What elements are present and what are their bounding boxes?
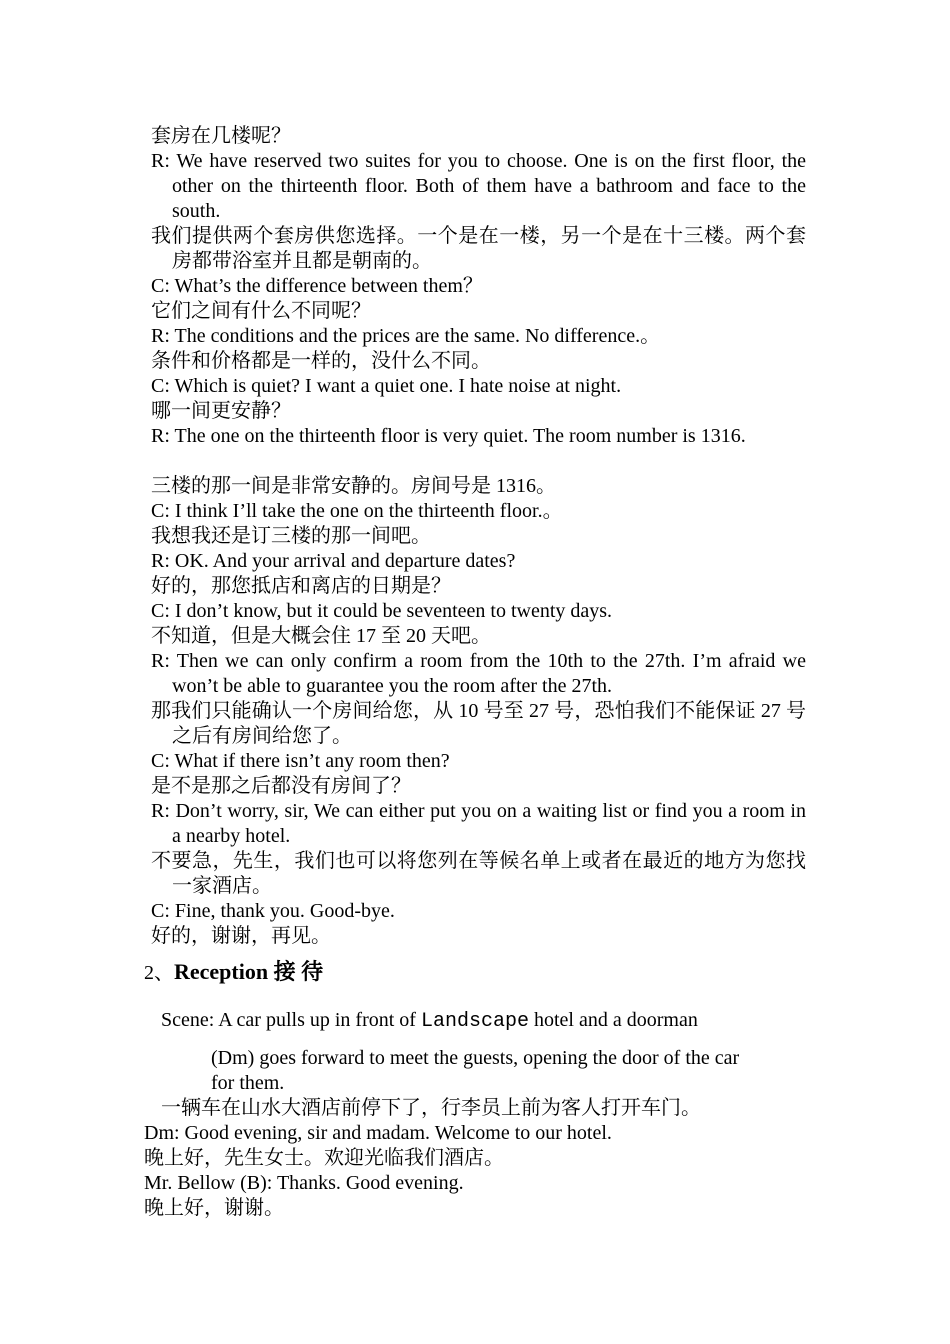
dialogue-paragraph: R: We have reserved two suites for you to choose. One is on the first floor, the other on the thirteenth floor. Both of them have a bathroom and face to the south. <box>151 150 806 222</box>
text-line: 晚上好，谢谢。 <box>144 1197 284 1219</box>
text-line: 晚上好，先生女士。欢迎光临我们酒店。 <box>144 1147 504 1169</box>
translation-paragraph: 我们提供两个套房供您选择。一个是在一楼，另一个是在十三楼。两个套房都带浴室并且都是朝南的。 <box>151 225 806 272</box>
hotel-name: Landscape <box>420 1010 529 1033</box>
text-line: 条件和价格都是一样的，没什么不同。 <box>151 350 491 372</box>
section-number: 2、 <box>144 962 174 984</box>
text-line: R: The conditions and the prices are the same. No difference.。 <box>151 325 661 347</box>
text-line: 哪一间更安静？ <box>151 400 291 422</box>
text-line: Mr. Bellow (B): Thanks. Good evening. <box>144 1172 464 1194</box>
text-line: 一辆车在山水大酒店前停下了，行李员上前为客人打开车门。 <box>161 1097 701 1119</box>
scene-line-2: (Dm) goes forward to meet the guests, opening the door of the car <box>211 1047 740 1069</box>
scene-suffix: hotel and a doorman <box>528 1009 698 1031</box>
text-line: 不知道，但是大概会住 17 至 20 天吧。 <box>151 625 491 647</box>
text-line: C: What if there isn’t any room then? <box>151 750 450 772</box>
text-line: 我想我还是订三楼的那一间吧。 <box>151 525 431 547</box>
scene-prefix: Scene: A car pulls up in front of <box>161 1009 421 1031</box>
scene-line-1 <box>161 1008 806 1034</box>
text-line: 好的，谢谢，再见。 <box>151 925 331 947</box>
text-line: 是不是那之后都没有房间了？ <box>151 775 411 797</box>
text-line: 好的，那您抵店和离店的日期是？ <box>151 575 451 597</box>
translation-paragraph: 不要急，先生，我们也可以将您列在等候名单上或者在最近的地方为您找一家酒店。 <box>151 850 806 897</box>
text-line: C: Which is quiet? I want a quiet one. I hate noise at night. <box>151 375 622 397</box>
dialogue-paragraph: R: Then we can only confirm a room from the 10th to the 27th. I’m afraid we won’t be able to guarantee you the room after the 27th. <box>151 650 806 697</box>
text-line: 三楼的那一间是非常安静的。房间号是 1316。 <box>151 475 556 497</box>
translation-paragraph: 那我们只能确认一个房间给您，从 10 号至 27 号，恐怕我们不能保证 27 号之后有房间给您了。 <box>151 700 806 747</box>
dialogue-paragraph: R: The one on the thirteenth floor is very quiet. The room number is 1316. <box>151 425 746 447</box>
text-line: C: What’s the difference between them？ <box>151 275 483 297</box>
text-line: R: OK. And your arrival and departure dates? <box>151 550 516 572</box>
section-title: Reception 接 待 <box>174 959 324 984</box>
text-line: Dm: Good evening, sir and madam. Welcome to our hotel. <box>144 1122 612 1144</box>
text-line: 它们之间有什么不同呢？ <box>151 300 371 322</box>
section-heading <box>144 958 323 987</box>
text-line: 套房在几楼呢？ <box>151 125 291 147</box>
text-line: C: Fine, thank you. Good-bye. <box>151 900 395 922</box>
text-line: C: I don’t know, but it could be seventeen to twenty days. <box>151 600 613 622</box>
dialogue-paragraph: R: Don’t worry, sir, We can either put you on a waiting list or find you a room in a nearby hotel. <box>151 800 806 847</box>
text-line: C: I think I’ll take the one on the thirteenth floor.。 <box>151 500 563 522</box>
scene-line-3: for them. <box>211 1072 285 1094</box>
